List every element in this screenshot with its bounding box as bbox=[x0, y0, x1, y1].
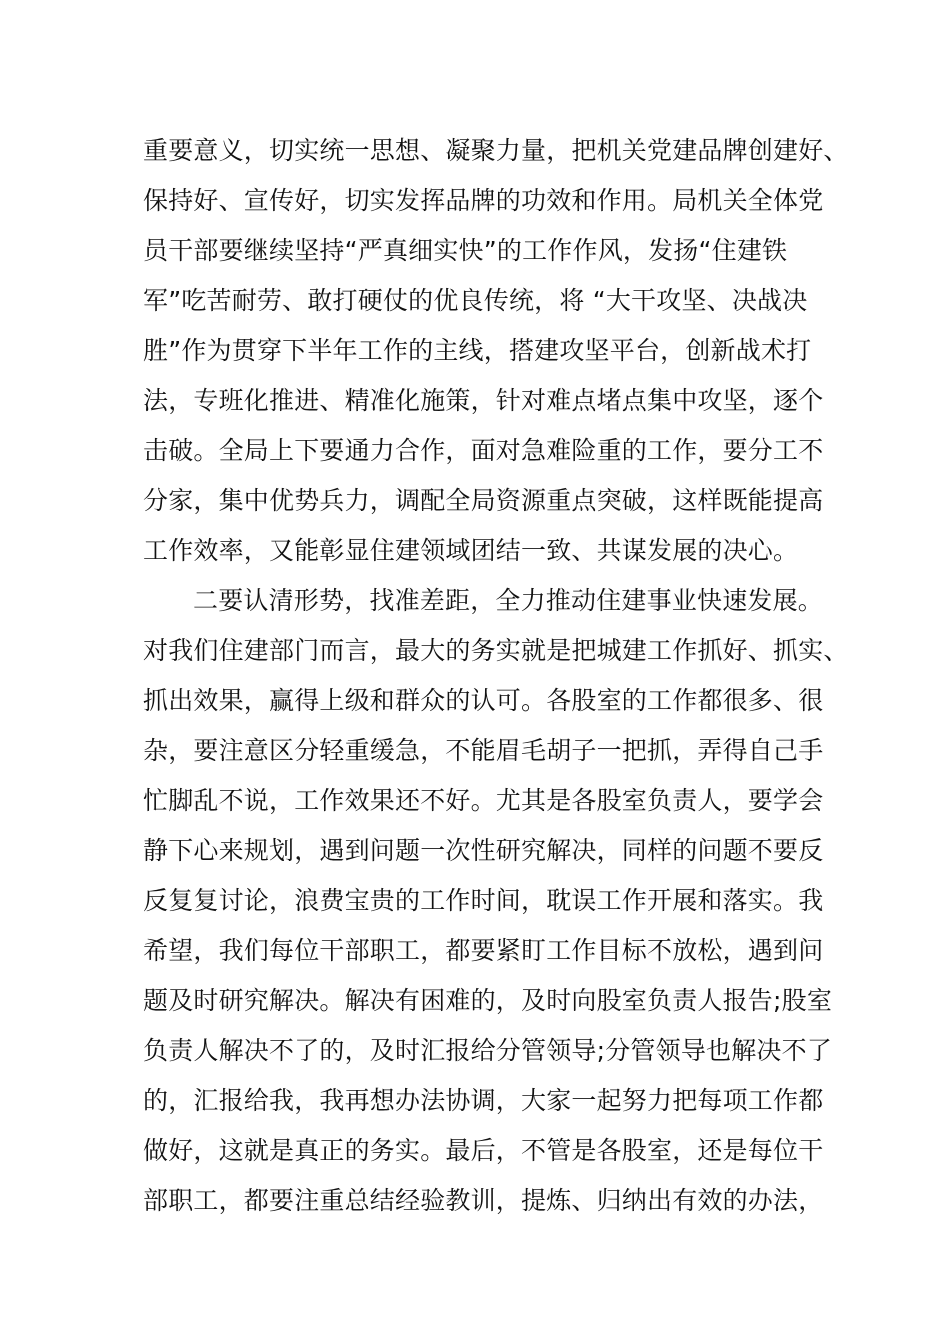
text-line: 负责人解决不了的，及时汇报给分管领导;分管领导也解决不了 bbox=[143, 1036, 833, 1065]
text-line: 击破。全局上下要通力合作，面对急难险重的工作，要分工不 bbox=[143, 436, 824, 465]
text-line: 题及时研究解决。解决有困难的，及时向股室负责人报告;股室 bbox=[143, 986, 833, 1015]
text-line: 杂，要注意区分轻重缓急，不能眉毛胡子一把抓，弄得自己手 bbox=[143, 736, 824, 765]
text-line: 忙脚乱不说，工作效果还不好。尤其是各股室负责人，要学会 bbox=[143, 786, 824, 815]
text-line: 希望，我们每位干部职工，都要紧盯工作目标不放松，遇到问 bbox=[143, 936, 824, 965]
text-line: 军”吃苦耐劳、敢打硬仗的优良传统，将 “大干攻坚、决战决 bbox=[143, 286, 808, 315]
body-text bbox=[143, 126, 849, 1226]
text-line: 对我们住建部门而言，最大的务实就是把城建工作抓好、抓实、 bbox=[143, 636, 849, 665]
text-line: 工作效率，又能彰显住建领域团结一致、共谋发展的决心。 bbox=[143, 536, 799, 565]
text-line: 做好，这就是真正的务实。最后，不管是各股室，还是每位干 bbox=[143, 1136, 824, 1165]
paragraph-start-line: 二要认清形势，找准差距，全力推动住建事业快速发展。 bbox=[193, 586, 824, 615]
text-line: 保持好、宣传好，切实发挥品牌的功效和作用。局机关全体党 bbox=[143, 186, 824, 215]
text-line: 员干部要继续坚持“严真细实快”的工作作风，发扬“住建铁 bbox=[143, 236, 788, 265]
text-line: 法，专班化推进、精准化施策，针对难点堵点集中攻坚，逐个 bbox=[143, 386, 824, 415]
text-line: 的，汇报给我，我再想办法协调，大家一起努力把每项工作都 bbox=[143, 1086, 824, 1115]
text-line: 抓出效果，赢得上级和群众的认可。各股室的工作都很多、很 bbox=[143, 686, 824, 715]
text-line: 静下心来规划，遇到问题一次性研究解决，同样的问题不要反 bbox=[143, 836, 824, 865]
text-line: 部职工，都要注重总结经验教训，提炼、归纳出有效的办法， bbox=[143, 1186, 824, 1215]
text-line: 重要意义，切实统一思想、凝聚力量，把机关党建品牌创建好、 bbox=[143, 136, 849, 165]
text-line: 胜”作为贯穿下半年工作的主线，搭建攻坚平台，创新战术打 bbox=[143, 336, 812, 365]
text-line: 分家，集中优势兵力，调配全局资源重点突破，这样既能提高 bbox=[143, 486, 824, 515]
text-line: 反复复讨论，浪费宝贵的工作时间，耽误工作开展和落实。我 bbox=[143, 886, 824, 915]
